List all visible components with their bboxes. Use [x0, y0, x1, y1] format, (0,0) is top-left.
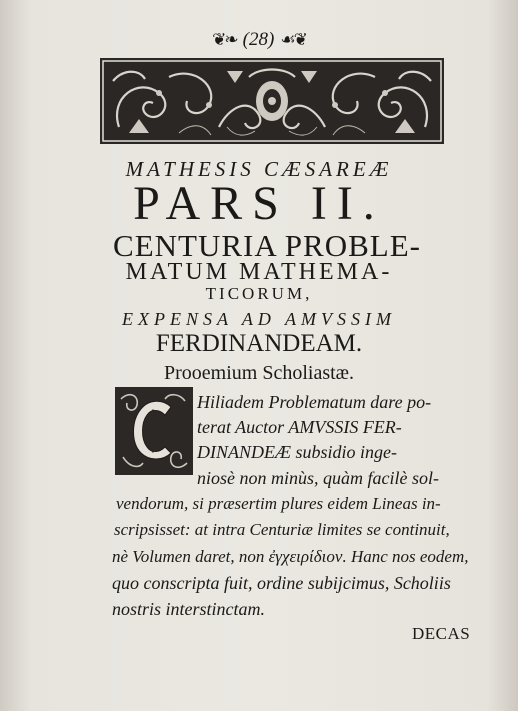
body-line-9: nostris interstinctam.	[112, 599, 266, 619]
body-line-8: quo conscripta fuit, ordine subijcimus, Scholiis	[112, 573, 451, 593]
left-fleuron-icon: ❦❧	[212, 30, 237, 50]
title-expensa-ad-amussim: EXPENSA AD AMVSSIM	[122, 309, 396, 329]
body-line-3: DINANDEÆ subsidio inge-	[197, 442, 397, 462]
title-ferdinandeam: FERDINANDEAM.	[155, 330, 363, 357]
page-number-row	[0, 28, 518, 51]
right-fleuron-icon: ☙❦	[280, 30, 306, 50]
body-line-7: nè Volumen daret, non ἐγχειρίδιον. Hanc nos eodem,	[112, 547, 469, 566]
body-line-6: scripsisset: at intra Centuriæ limites se continuit,	[114, 520, 450, 539]
decorated-initial	[115, 387, 193, 475]
body-line-5: vendorum, si præsertim plures eidem Lineas in-	[116, 494, 441, 513]
title-centuria-proble: CENTURIA PROBLE-	[113, 228, 421, 263]
catchword: DECAS	[412, 624, 471, 643]
title-matum-mathema: MATUM MATHEMA-	[125, 259, 393, 285]
title-pars-ii: PARS II.	[133, 177, 385, 230]
body-line-4: niosè non minùs, quàm facilè sol-	[197, 468, 439, 488]
decorated-initial-c-icon	[115, 387, 193, 475]
decorative-headpiece	[99, 57, 445, 145]
title-mathesis-caesareae: MATHESIS CÆSAREÆ	[125, 157, 393, 181]
page-number: (28)	[242, 29, 275, 50]
body-line-1: Hiliadem Problematum dare po-	[197, 392, 432, 412]
subtitle-prooemium: Prooemium Scholiastæ.	[164, 362, 354, 384]
headpiece-ornament-icon	[99, 57, 445, 145]
body-line-2: terat Auctor AMVSSIS FER-	[197, 417, 402, 437]
title-ticorum: TICORUM,	[205, 284, 313, 303]
